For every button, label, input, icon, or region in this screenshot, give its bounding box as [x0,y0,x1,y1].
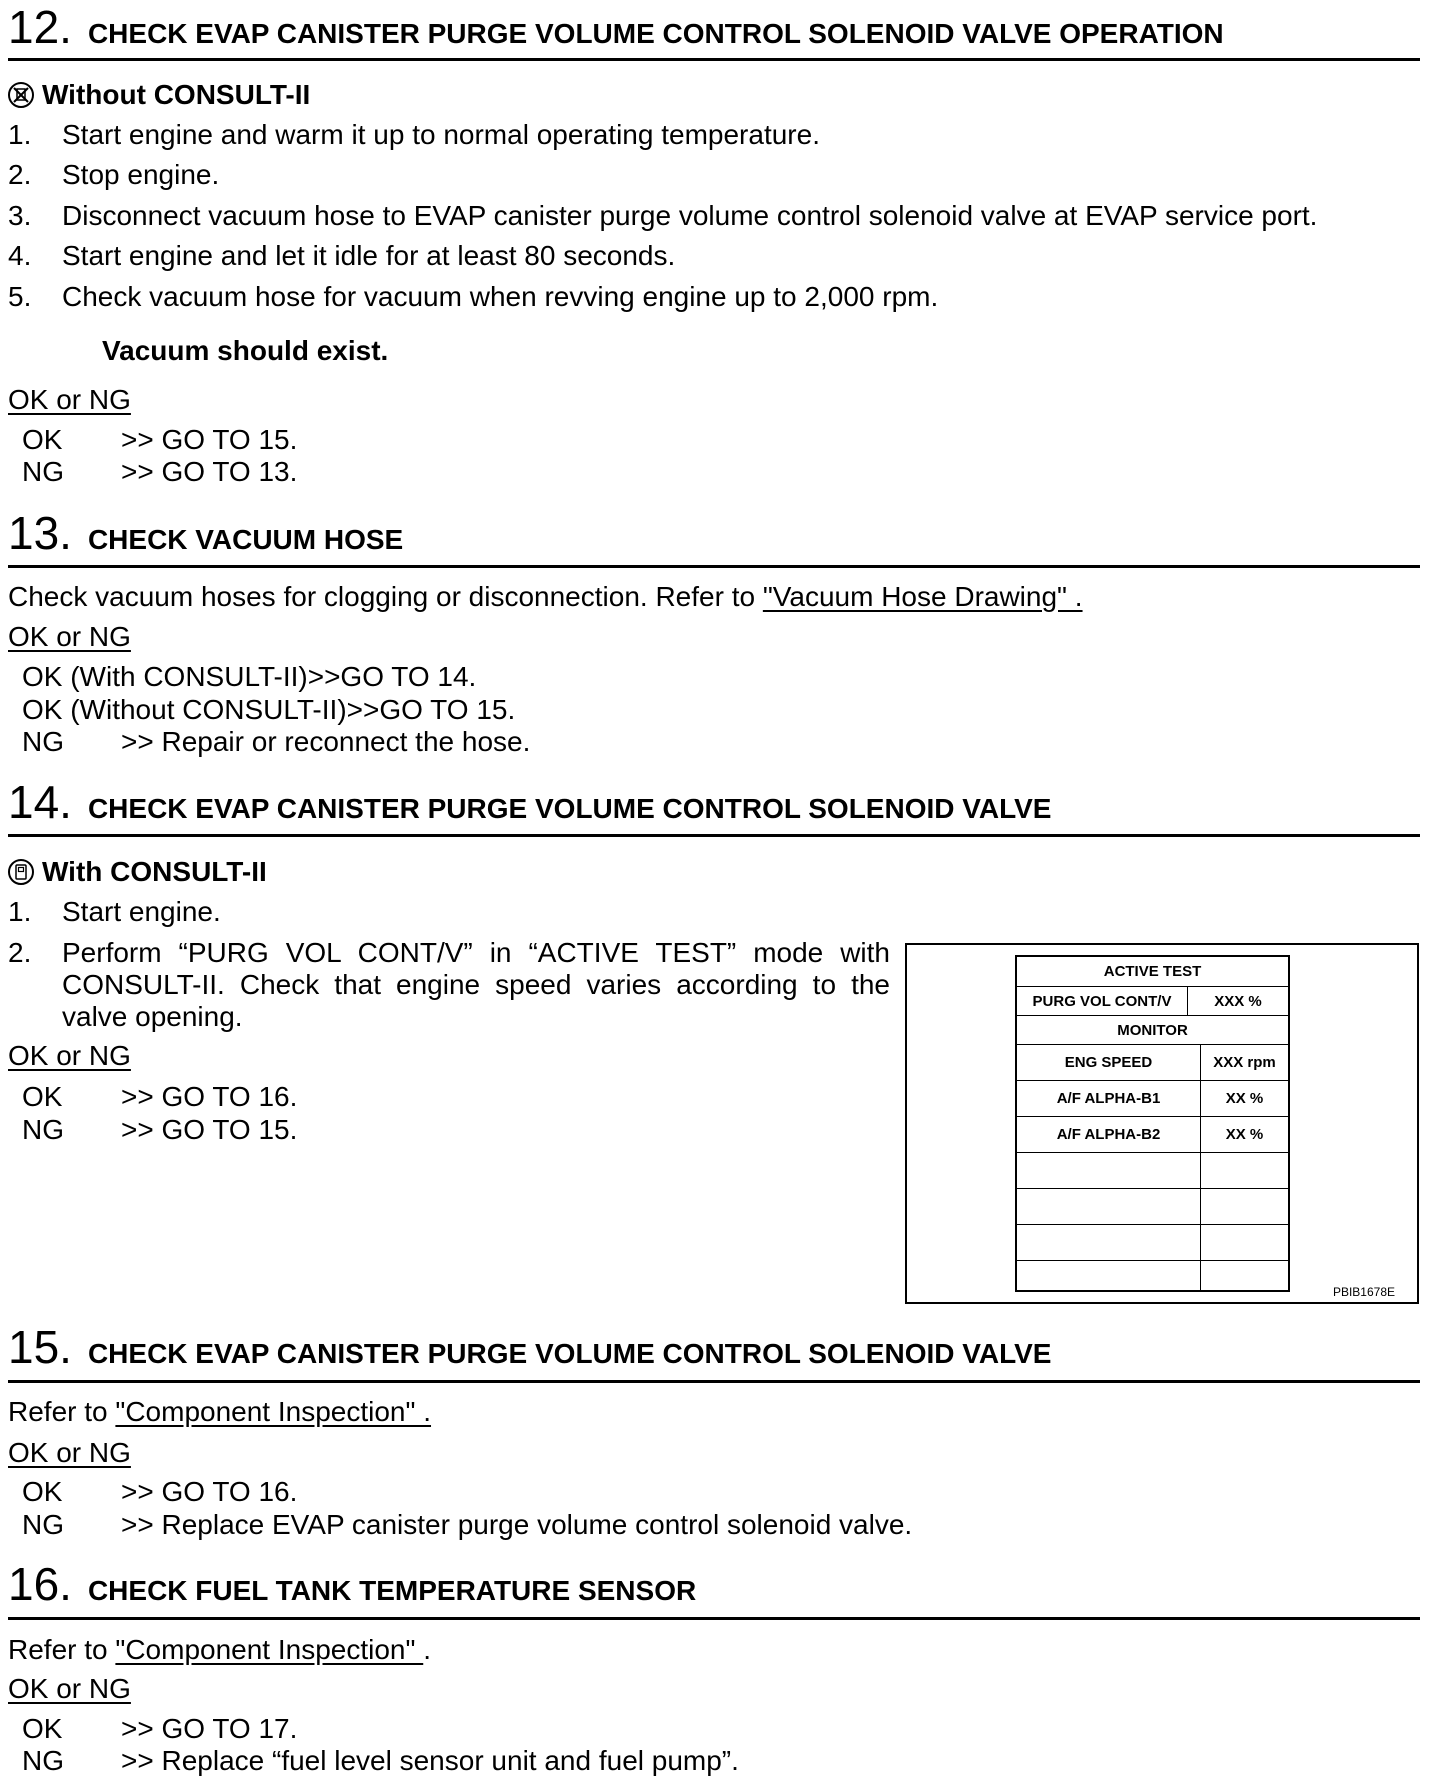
figure-id: PBIB1678E [1332,1285,1395,1299]
list-item: 1. [8,896,32,927]
section-divider [8,1617,1420,1620]
monitor-row [1017,1016,1288,1045]
result-key: OK [22,1476,63,1507]
step-title: CHECK EVAP CANISTER PURGE VOLUME CONTROL SOLENOID VALVE [87,1338,1052,1369]
list-item: 1. [8,119,32,150]
step-title: CHECK VACUUM HOSE [87,524,404,555]
monitor-data-row [1017,1045,1288,1081]
empty-row [1017,1189,1288,1225]
step-12-header: 12. CHECK EVAP CANISTER PURGE VOLUME CONTROL SOLENOID VALVE OPERATION [8,1,1224,53]
result-action: >> Replace EVAP canister purge volume control solenoid valve. [121,1509,913,1540]
okng-label: OK or NG [8,1673,131,1704]
column-divider [1200,1045,1201,1290]
result-key: OK [22,1713,63,1744]
step-16-instruction: Refer to "Component Inspection" . [8,1634,432,1665]
monitor-label: MONITOR [1117,1021,1188,1039]
screen-header: ACTIVE TEST [1103,963,1202,980]
list-item: 3. [8,200,32,231]
result-action: >> GO TO 15. [121,1114,298,1145]
step-number: 16 [8,1558,60,1610]
section-divider [8,565,1420,568]
monitor-item-label: ENG SPEED [1064,1054,1153,1071]
step-number: 12 [8,1,60,53]
list-item-text: Start engine. [62,896,221,927]
active-test-figure [905,943,1419,1304]
result-action: >> Repair or reconnect the hose. [121,726,531,757]
test-item-label: PURG VOL CONT/V [1032,992,1172,1010]
result-action: >> GO TO 17. [121,1713,298,1744]
test-item-row [1017,987,1288,1016]
mode-heading [8,855,267,889]
mode-label: With CONSULT-II [42,856,267,887]
list-item: 2. [8,937,32,968]
list-item-text: Start engine and let it idle for at least 80 seconds. [62,240,676,271]
list-item-text: Perform “PURG VOL CONT/V” in “ACTIVE TEST” mode with [62,937,890,968]
list-item-text: Start engine and warm it up to normal operating temperature. [62,119,820,150]
step-13-header: 13. CHECK VACUUM HOSE [8,507,404,559]
list-item-text: Disconnect vacuum hose to EVAP canister purge volume control solenoid valve at EVAP service port. [62,200,1318,231]
okng-label: OK or NG [8,1437,131,1468]
step-title: CHECK EVAP CANISTER PURGE VOLUME CONTROL SOLENOID VALVE OPERATION [87,18,1224,49]
monitor-item-value: XX % [1225,1090,1264,1107]
component-inspection-link[interactable]: "Component Inspection" . [115,1396,432,1427]
step-14-header: 14. CHECK EVAP CANISTER PURGE VOLUME CONTROL SOLENOID VALVE [8,776,1052,828]
step-15-instruction: Refer to "Component Inspection" . [8,1396,432,1427]
result-line: OK (Without CONSULT-II)>>GO TO 15. [22,694,516,725]
no-consult-icon [8,82,34,108]
monitor-data-row [1017,1117,1288,1153]
step-13-instruction: Check vacuum hoses for clogging or disconnection. Refer to "Vacuum Hose Drawing" . [8,581,1083,612]
section-divider [8,1380,1420,1383]
result-action: >> Replace “fuel level sensor unit and fuel pump”. [121,1745,739,1776]
monitor-item-value: XXX rpm [1213,1054,1276,1071]
step-16-header: 16. CHECK FUEL TANK TEMPERATURE SENSOR [8,1558,697,1610]
step-title: CHECK EVAP CANISTER PURGE VOLUME CONTROL SOLENOID VALVE [87,793,1052,824]
spec-text: Vacuum should exist. [102,335,389,366]
empty-row [1017,1225,1288,1261]
step-title: CHECK FUEL TANK TEMPERATURE SENSOR [87,1575,697,1606]
monitor-item-value: XX % [1225,1126,1264,1143]
section-divider [8,58,1420,61]
monitor-item-label: A/F ALPHA-B2 [1056,1126,1161,1143]
result-action: >> GO TO 15. [121,424,298,455]
consult-screen [1015,955,1290,1292]
mode-label: Without CONSULT-II [42,79,311,110]
result-key: NG [22,456,64,487]
list-item: 5. [8,281,32,312]
okng-label: OK or NG [8,384,131,415]
result-line: OK (With CONSULT-II)>>GO TO 14. [22,661,477,692]
component-inspection-link[interactable]: "Component Inspection" [115,1634,424,1665]
list-item-text: valve opening. [62,1001,243,1032]
result-key: OK [22,424,63,455]
step-15-header: 15. CHECK EVAP CANISTER PURGE VOLUME CONTROL SOLENOID VALVE [8,1321,1052,1373]
result-key: NG [22,726,64,757]
result-action: >> GO TO 16. [121,1476,298,1507]
result-action: >> GO TO 13. [121,456,298,487]
result-key: NG [22,1509,64,1540]
result-action: >> GO TO 16. [121,1081,298,1112]
test-item-value: XXX % [1214,992,1262,1010]
list-item-text: Check vacuum hose for vacuum when revving engine up to 2,000 rpm. [62,281,939,312]
result-key: NG [22,1745,64,1776]
step-number: 13 [8,507,60,559]
monitor-data-row [1017,1081,1288,1117]
screen-header-row [1017,957,1288,987]
okng-label: OK or NG [8,621,131,652]
step-number: 14 [8,776,60,828]
vacuum-hose-drawing-link[interactable]: "Vacuum Hose Drawing" . [762,581,1083,612]
result-key: NG [22,1114,64,1145]
mode-heading [8,78,310,112]
empty-row [1017,1153,1288,1189]
list-item: 2. [8,159,32,190]
consult-icon [8,859,34,885]
okng-label: OK or NG [8,1040,131,1071]
result-key: OK [22,1081,63,1112]
section-divider [8,834,1420,837]
step-number: 15 [8,1321,60,1373]
list-item-text: Stop engine. [62,159,220,190]
list-item: 4. [8,240,32,271]
monitor-item-label: A/F ALPHA-B1 [1056,1090,1161,1107]
list-item-text: CONSULT-II. Check that engine speed varies according to the [62,969,890,1000]
